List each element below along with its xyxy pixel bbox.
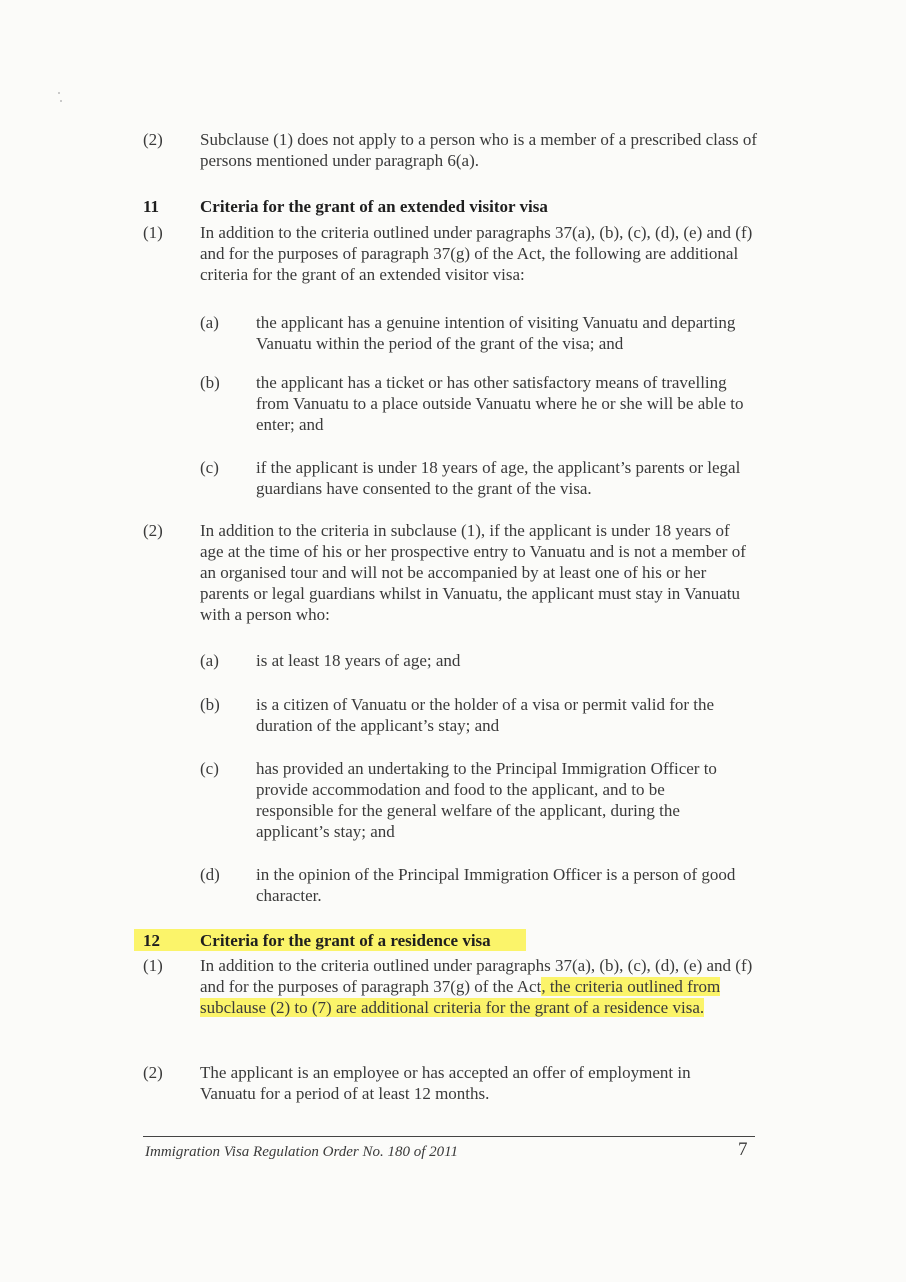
item-text: the applicant has a ticket or has other satisfactory means of travelling from Vanuatu to a place outside Vanuatu where he or she will be able to enter; and xyxy=(256,373,744,434)
subclause-number: (1) xyxy=(143,223,163,242)
item-text: the applicant has a genuine intention of visiting Vanuatu and departing Vanuatu within the period of the grant of the visa; and xyxy=(256,313,736,353)
subclause-text xyxy=(200,955,760,1018)
item-label: (c) xyxy=(200,458,219,477)
item-label: (b) xyxy=(200,695,220,714)
item-text: has provided an undertaking to the Principal Immigration Officer to provide accommodation and food to the applicant, and to be responsible for the general welfare of the applicant, during the applicant’s stay; and xyxy=(256,759,717,841)
item-label: (c) xyxy=(200,759,219,778)
subclause-text: In addition to the criteria outlined under paragraphs 37(a), (b), (c), (d), (e) and (f) and for the purposes of paragraph 37(g) of the Act, the following are additional criteria for the grant of an extended visitor visa: xyxy=(200,223,753,284)
scan-speck xyxy=(58,92,60,94)
subclause-text: In addition to the criteria in subclause (1), if the applicant is under 18 years of age at the time of his or her prospective entry to Vanuatu and is not a member of an organised tour and will not be accompanied by at least one of his or her parents or legal guardians whilst in Vanuatu, the applicant must stay in Vanuatu with a person who: xyxy=(200,521,746,624)
item-text: is a citizen of Vanuatu or the holder of a visa or permit valid for the duration of the applicant’s stay; and xyxy=(256,695,715,735)
footer-title: Immigration Visa Regulation Order No. 180 of 2011 xyxy=(145,1144,459,1160)
section-number: 12 xyxy=(143,931,160,950)
item-text: is at least 18 years of age; and xyxy=(256,651,461,670)
item-label: (d) xyxy=(200,865,220,884)
subclause-text: The applicant is an employee or has accepted an offer of employment in Vanuatu for a period of at least 12 months. xyxy=(200,1063,691,1103)
item-text: in the opinion of the Principal Immigration Officer is a person of good character. xyxy=(256,865,736,905)
subclause-text-plain: In addition to the criteria outlined under paragraphs 37(a), (b), (c), (d), (e) and (f) and for the purposes of paragraph 37(g) of the Act xyxy=(200,956,753,996)
section-title: Criteria for the grant of a residence visa xyxy=(200,931,491,950)
page-number: 7 xyxy=(738,1139,748,1160)
subclause-number: (2) xyxy=(143,521,163,540)
item-text: if the applicant is under 18 years of age, the applicant’s parents or legal guardians have consented to the grant of the visa. xyxy=(256,458,741,498)
subclause-number: (1) xyxy=(143,956,163,975)
clause-number: (2) xyxy=(143,130,163,149)
item-label: (b) xyxy=(200,373,220,392)
item-label: (a) xyxy=(200,313,219,332)
scan-speck xyxy=(60,100,62,102)
subclause-text-highlighted: , the criteria outlined from subclause (2) to (7) are additional criteria for the grant of a residence visa. xyxy=(200,977,721,1017)
footer-rule xyxy=(143,1136,755,1137)
subclause-number: (2) xyxy=(143,1063,163,1082)
section-title: Criteria for the grant of an extended visitor visa xyxy=(200,197,548,216)
item-label: (a) xyxy=(200,651,219,670)
clause-text: Subclause (1) does not apply to a person who is a member of a prescribed class of persons mentioned under paragraph 6(a). xyxy=(200,130,758,170)
section-number: 11 xyxy=(143,197,160,216)
